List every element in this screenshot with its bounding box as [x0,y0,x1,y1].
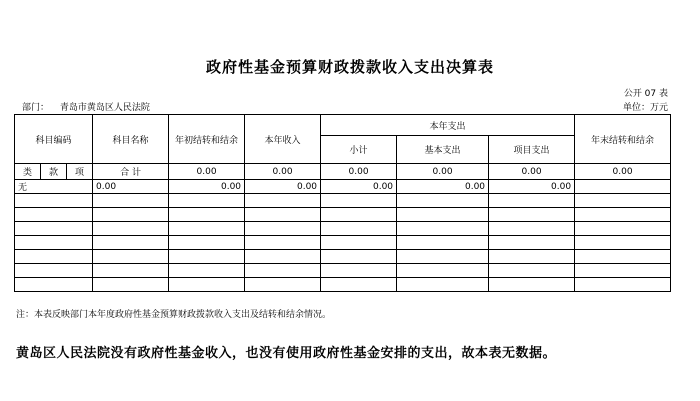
department-name: 青岛市黄岛区人民法院 [59,103,150,113]
table-cell [93,264,169,278]
total-label: 合 计 [93,164,169,180]
page-title: 政府性基金预算财政拨款收入支出决算表 [205,58,494,76]
table-cell [489,208,575,222]
table-cell [575,236,671,250]
table-cell [489,194,575,208]
header-end-balance: 年末结转和结余 [575,115,671,164]
table-cell [169,264,245,278]
table-cell [93,222,169,236]
table-cell [245,194,321,208]
table-row [15,194,671,208]
table-cell [169,278,245,292]
header-expenditure: 本年支出 [321,115,575,136]
table-cell [321,208,397,222]
table-cell: 0.00 [93,180,169,194]
table-cell [397,250,489,264]
table-cell: 0.00 [169,180,245,194]
table-cell [15,222,93,236]
table-cell [15,236,93,250]
table-cell [245,278,321,292]
table-cell: 0.00 [321,180,397,194]
table-cell [489,250,575,264]
row-label: 无 [15,180,93,194]
table-row [15,264,671,278]
table-cell [15,208,93,222]
table-cell [489,264,575,278]
table-cell [169,222,245,236]
header-xiang: 项 [67,164,93,180]
table-cell [15,278,93,292]
unit-label: 单位：万元 [622,103,668,113]
table-cell [245,264,321,278]
header-lei: 类 [15,164,41,180]
table-cell [575,264,671,278]
header-income: 本年收入 [245,115,321,164]
table-cell: 0.00 [397,180,489,194]
table-cell [397,264,489,278]
table-cell [169,208,245,222]
table-cell [397,236,489,250]
form-number: 公开 07 表 [623,89,668,99]
header-subject-code: 科目编码 [15,115,93,164]
table-cell [397,278,489,292]
total-cell: 0.00 [169,164,245,180]
table-cell [575,208,671,222]
table-row [15,208,671,222]
table-cell [15,250,93,264]
header-project: 项目支出 [489,136,575,164]
total-cell: 0.00 [489,164,575,180]
table-cell [93,250,169,264]
table-row [15,236,671,250]
table-cell [321,194,397,208]
total-cell: 0.00 [245,164,321,180]
table-cell [15,264,93,278]
table-cell [321,264,397,278]
budget-table [14,114,671,292]
no-data-statement: 黄岛区人民法院没有政府性基金收入，也没有使用政府性基金安排的支出，故本表无数据。 [16,346,557,361]
total-cell: 0.00 [397,164,489,180]
table-cell [575,194,671,208]
department [22,100,150,113]
table-cell: 0.00 [245,180,321,194]
table-cell [245,250,321,264]
table-cell [93,236,169,250]
total-cell: 0.00 [321,164,397,180]
table-cell [397,194,489,208]
header-subject-name: 科目名称 [93,115,169,164]
table-cell [93,278,169,292]
table-cell [93,208,169,222]
table-row [15,250,671,264]
total-cell: 0.00 [575,164,671,180]
table-row [15,278,671,292]
table-cell [321,278,397,292]
table-cell [575,180,671,194]
table-cell [321,222,397,236]
table-cell [169,250,245,264]
table-cell [489,278,575,292]
table-cell: 0.00 [489,180,575,194]
table-cell [245,208,321,222]
table-cell [245,236,321,250]
table-cell [15,194,93,208]
table-cell [489,236,575,250]
table-cell [93,194,169,208]
table-cell [169,236,245,250]
header-kuan: 款 [41,164,67,180]
header-begin-balance: 年初结转和结余 [169,115,245,164]
table-cell [575,250,671,264]
table-note: 注：本表反映部门本年度政府性基金预算财政拨款收入支出及结转和结余情况。 [16,310,332,320]
table-row [15,180,671,194]
table-cell [321,250,397,264]
table-cell [397,222,489,236]
department-label: 部门： [22,103,50,113]
table-cell [169,194,245,208]
table-cell [245,222,321,236]
table-cell [489,222,575,236]
header-subtotal: 小计 [321,136,397,164]
table-cell [397,208,489,222]
total-row [15,164,671,180]
table-cell [321,236,397,250]
table-cell [575,278,671,292]
table-cell [575,222,671,236]
header-basic: 基本支出 [397,136,489,164]
table-row [15,222,671,236]
